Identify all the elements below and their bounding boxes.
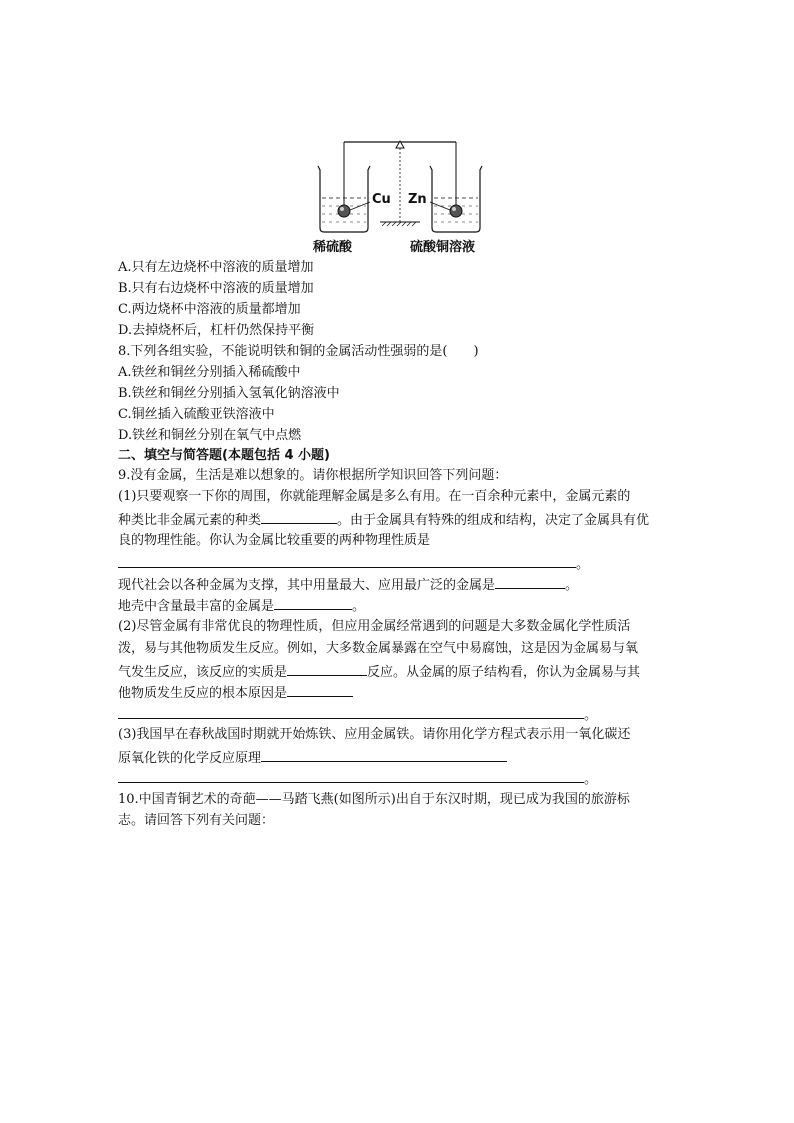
q9-p3-line1: (3)我国早在春秋战国时期就开始炼铁、应用金属铁。请你用化学方程式表示用一氧化碳还 (118, 727, 631, 742)
q7-option-c: C.两边烧杯中溶液的质量都增加 (118, 302, 301, 317)
q7-option-b: B.只有右边烧杯中溶液的质量增加 (118, 281, 314, 296)
q9-p2-line4 (118, 682, 353, 704)
answer-blank[interactable] (287, 661, 367, 676)
zn-label: Zn (408, 192, 427, 207)
q9-p1-line6-b: 。 (352, 599, 366, 614)
answer-blank[interactable] (287, 682, 353, 697)
q7-option-a: A.只有左边烧杯中溶液的质量增加 (118, 260, 314, 275)
q9-p1-line6-a: 地壳中含量最丰富的金属是 (118, 599, 275, 614)
q9-p3-line3-end: 。 (584, 772, 598, 787)
answer-blank[interactable] (495, 574, 565, 589)
q9-p1-line2-b: 。由于金属具有特殊的组成和结构，决定了金属具有优 (337, 513, 650, 528)
q9-p1-line4 (118, 553, 589, 575)
q9-p2-line1: (2)尽管金属有非常优良的物理性质，但应用金属经常遇到的问题是大多数金属化学性质活 (118, 619, 631, 634)
ground-hatch (382, 222, 416, 226)
section-2-title: 二、填空与简答题(本题包括 4 小题) (118, 448, 330, 463)
q9-p1-line6 (118, 595, 365, 617)
q9-p1-line2 (118, 509, 649, 531)
q10-line1: 10.中国青铜艺术的奇葩——马踏飞燕(如图所示)出自于东汉时期，现已成为我国的旅游标 (118, 792, 630, 807)
q10-line2: 志。请回答下列有关问题： (118, 813, 275, 828)
q9-p1-line5-a: 现代社会以各种金属为支撑，其中用量最大、应用最广泛的金属是 (118, 578, 496, 593)
q9-p2-line5-end: 。 (584, 708, 598, 723)
answer-blank[interactable] (261, 747, 507, 762)
q9-p2-line3-a: 气发生反应，该反应的实质是 (118, 665, 288, 680)
q9-p3-line3 (118, 768, 597, 790)
left-beaker-label: 稀硫酸 (313, 240, 353, 255)
balance-beakers-diagram (310, 136, 490, 258)
cu-label: Cu (372, 192, 391, 207)
answer-blank[interactable] (274, 595, 352, 610)
q8-option-a: A.铁丝和铜丝分别插入稀硫酸中 (118, 365, 301, 380)
q8-option-c: C.铜丝插入硫酸亚铁溶液中 (118, 407, 275, 422)
q9-p1-line5-b: 。 (565, 578, 579, 593)
answer-blank[interactable] (118, 768, 584, 783)
cu-ball (338, 205, 350, 217)
q8-option-b: B.铁丝和铜丝分别插入氢氧化钠溶液中 (118, 386, 340, 401)
q9-p1-line2-a: 种类比非金属元素的种类 (118, 513, 262, 528)
q9-p3-line2 (118, 747, 507, 769)
q9-p2-line2: 泼，易与其他物质发生反应。例如，大多数金属暴露在空气中易腐蚀，这是因为金属易与氧 (118, 641, 639, 656)
q9-p1-line3: 良的物理性能。你认为金属比较重要的两种物理性质是 (118, 533, 431, 548)
q9-p2-line4-a: 他物质发生反应的根本原因是 (118, 686, 288, 701)
answer-blank[interactable] (261, 509, 337, 524)
zn-ball (450, 205, 462, 217)
zn-pointer (430, 202, 450, 210)
q9-p1-line5 (118, 574, 578, 596)
q9-stem: 9.没有金属，生活是难以想象的。请你根据所学知识回答下列问题： (118, 468, 508, 483)
right-beaker-label: 硫酸铜溶液 (410, 240, 476, 255)
q9-p2-line3-b: 反应。从金属的原子结构看，你认为金属易与其 (367, 665, 641, 680)
q9-p2-line3 (118, 661, 640, 683)
q9-p2-line5 (118, 704, 597, 726)
q8-stem: 8.下列各组实验，不能说明铁和铜的金属活动性强弱的是( ) (118, 344, 479, 359)
answer-blank[interactable] (118, 704, 584, 719)
answer-blank[interactable] (118, 553, 576, 568)
q7-option-d: D.去掉烧杯后，杠杆仍然保持平衡 (118, 323, 315, 338)
q9-p1-line4-end: 。 (576, 557, 590, 572)
q8-option-d: D.铁丝和铜丝分别在氧气中点燃 (118, 428, 302, 443)
q9-p1-line1: (1)只要观察一下你的周围，你就能理解金属是多么有用。在一百余种元素中，金属元素的 (118, 489, 631, 504)
q9-p3-line2-a: 原氧化铁的化学反应原理 (118, 751, 262, 766)
